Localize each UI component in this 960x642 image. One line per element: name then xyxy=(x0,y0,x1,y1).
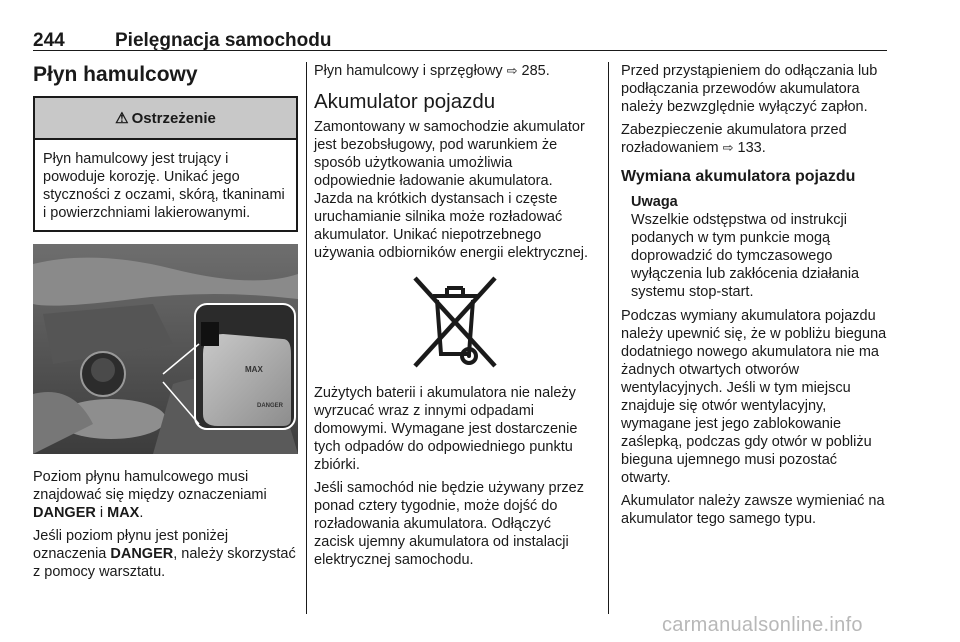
section-heading: Akumulator pojazdu xyxy=(314,90,496,113)
column-divider xyxy=(306,62,307,614)
text-run: Płyn hamulcowy i sprzęgłowy xyxy=(314,63,507,79)
paragraph: Zużytych baterii i akumulatora nie należy wyrzucać wraz z innymi odpadami domowymi. Wymagane jest dostarczenie tych odpadów do odpowiedniego punktu zbiórki. xyxy=(314,385,578,473)
note-block xyxy=(621,193,887,301)
paragraph: Akumulator należy zawsze wymieniać na akumulator tego samego typu. xyxy=(621,493,885,527)
warning-text: Płyn hamulcowy jest trujący i powoduje korozję. Unikać jego styczności z oczami, skórą, tkaninami i powierzchniami lakierowanymi. xyxy=(43,151,285,221)
watermark: carmanualsonline.info xyxy=(662,614,863,636)
page-ref[interactable]: 285. xyxy=(521,63,550,79)
cross-reference xyxy=(621,121,887,157)
page-header xyxy=(33,10,887,51)
level-paragraph xyxy=(33,468,298,522)
crossed-out-bin-icon xyxy=(407,270,501,374)
column-1 xyxy=(33,62,298,586)
text-run: Zabezpieczenie akumulatora przed rozładowaniem xyxy=(621,122,847,156)
paragraph: Podczas wymiany akumulatora pojazdu należy upewnić się, że w pobliżu bieguna dodatniego nowego akumulatora nie ma żadnych otwartych otworów wentylacyjnych. Jeśli w tym miejscu znajduje się otwór wentylacyjny, wymagane jest jego zablokowanie zaślepką, podczas gdy otwór w pobliżu bieguna ujemnego musi pozostać otwarty. xyxy=(621,308,887,486)
paragraph: Jeśli samochód nie będzie używany przez ponad cztery tygodnie, może dojść do rozładowania akumulatora. Odłączyć zacisk ujemny akumulatora od instalacji elektrycznej samochodu. xyxy=(314,480,584,568)
section-title: Płyn hamulcowy xyxy=(33,63,198,86)
text-run: i xyxy=(95,505,108,521)
paragraph: Przed przystąpieniem do odłączania lub podłączania przewodów akumulatora należy bezwzględnie wyłączyć zapłon. xyxy=(621,63,878,115)
low-level-paragraph xyxy=(33,527,298,581)
subsection-heading: Wymiana akumulatora pojazdu xyxy=(621,168,856,185)
warning-box xyxy=(33,96,298,232)
warning-label: Ostrzeżenie xyxy=(131,109,216,127)
column-divider xyxy=(608,62,609,614)
page-number: 244 xyxy=(33,30,65,51)
warning-header xyxy=(35,98,296,140)
text-run: Poziom płynu hamulcowego musi znajdować się między oznaczeniami xyxy=(33,469,267,503)
note-title: Uwaga xyxy=(631,194,678,210)
column-2 xyxy=(314,62,594,574)
column-3 xyxy=(621,62,887,533)
page-ref[interactable]: 133. xyxy=(737,140,766,156)
cross-reference xyxy=(314,62,594,80)
max-mark: MAX xyxy=(107,505,140,521)
warning-body xyxy=(35,140,296,230)
photo-danger-label: DANGER xyxy=(257,403,284,409)
paragraph: Zamontowany w samochodzie akumulator jest bezobsługowy, pod warunkiem że sposób użytkowania umożliwia odpowiednie ładowanie akumulatora. Jazda na krótkich dystansach i częste uruchamianie silnika może rozładować akumulator. Unikać niepotrzebnego używania odbiorników energii elektrycznej. xyxy=(314,119,589,261)
text-run: Jeśli poziom płynu jest poniżej oznaczenia xyxy=(33,528,229,562)
brake-fluid-reservoir-photo xyxy=(33,244,298,454)
danger-mark: DANGER xyxy=(33,505,96,521)
photo-max-label: MAX xyxy=(245,365,263,374)
running-head: Pielęgnacja samochodu xyxy=(115,30,332,51)
text-run: , należy skorzystać z pomocy warsztatu. xyxy=(33,546,296,580)
warning-triangle-icon: ⚠ xyxy=(115,110,129,127)
text-run: . xyxy=(139,505,144,521)
danger-mark: DANGER xyxy=(110,546,174,562)
page-ref-icon: ⇨ xyxy=(722,140,734,155)
note-text: Wszelkie odstępstwa od instrukcji podanych w tym punkcie mogą doprowadzić do tymczasowego wyłączenia lub zakłócenia działania systemu stop-start. xyxy=(631,212,860,300)
page-ref-icon: ⇨ xyxy=(506,63,518,78)
